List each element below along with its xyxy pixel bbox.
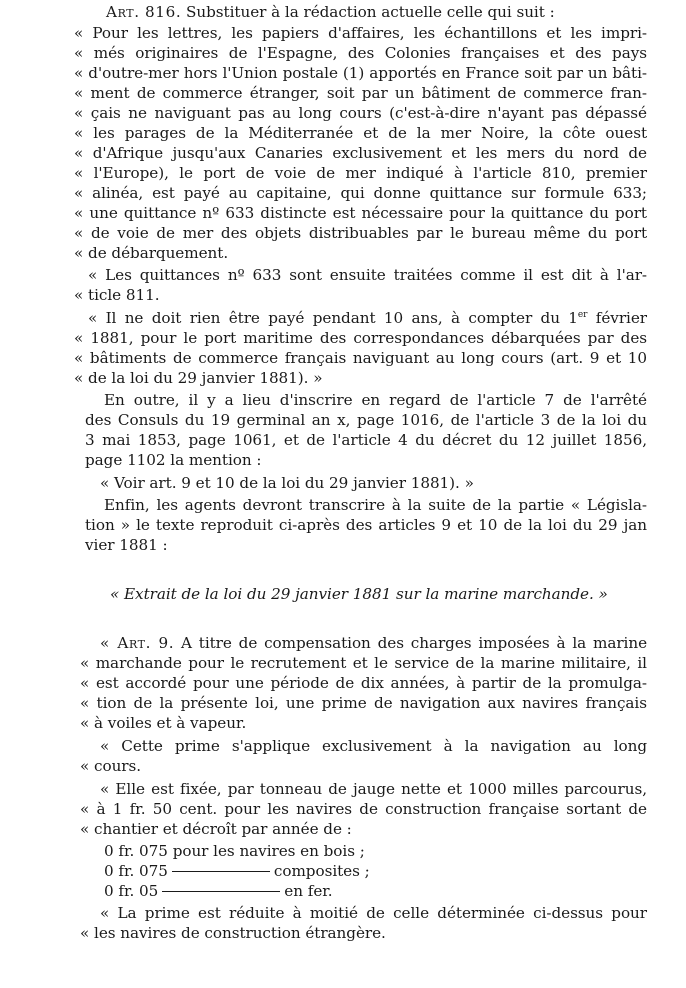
text-line: « Pour les lettres, les papiers d'affaires, les échantillons et les impri-: [74, 24, 647, 42]
text-line: 3 mai 1853, page 1061, et de l'article 4 du décret du 12 juillet 1856,: [85, 431, 647, 449]
text-line: « chantier et décroît par année de :: [80, 820, 352, 838]
text-line: vier 1881 :: [85, 536, 168, 554]
rate-label: en fer.: [284, 882, 333, 900]
rate-row: [104, 882, 686, 902]
text-line: « 1881, pour le port maritime des correspondances débarquées par des: [74, 329, 647, 347]
text-line: « Voir art. 9 et 10 de la loi du 29 janvier 1881). »: [100, 474, 474, 492]
article-9-heading: « Art. 9.: [100, 634, 175, 652]
text-line: « Il ne doit rien être payé pendant 10 ans, à compter du 1er février: [88, 309, 647, 327]
text-line: « La prime est réduite à moitié de celle déterminée ci-dessus pour: [100, 904, 647, 922]
text-line: « une quittance nº 633 distincte est nécessaire pour la quittance du port: [74, 204, 647, 222]
text-line: « est accordé pour une période de dix années, à partir de la promulga-: [80, 674, 647, 692]
text-line: « Cette prime s'applique exclusivement à la navigation au long: [100, 737, 647, 755]
text-line: « de la loi du 29 janvier 1881). »: [74, 369, 323, 387]
text-line: En outre, il y a lieu d'inscrire en regard de l'article 7 de l'arrêté: [104, 391, 647, 409]
text-line: « d'outre-mer hors l'Union postale (1) apportés en France soit par un bâti-: [74, 64, 647, 82]
text-line: « à 1 fr. 50 cent. pour les navires de construction française sortant de: [80, 800, 647, 818]
article-816-intro: Substituer à la rédaction actuelle celle qui suit :: [186, 3, 555, 21]
text-line: « l'Europe), le port de voie de mer indiqué à l'article 810, premier: [74, 164, 647, 182]
text-line: « Les quittances nº 633 sont ensuite traitées comme il est dit à l'ar-: [88, 266, 647, 284]
text-line: « de voie de mer des objets distribuables par le bureau même du port: [74, 224, 647, 242]
rate-amount: 0 fr. 075: [104, 842, 168, 860]
text-line: « Elle est fixée, par tonneau de jauge nette et 1000 milles parcourus,: [100, 780, 647, 798]
text-line: « alinéa, est payé au capitaine, qui donne quittance sur formule 633;: [74, 184, 647, 202]
text-line: « marchande pour le recrutement et le service de la marine militaire, il: [80, 654, 647, 672]
rate-label: composites ;: [273, 862, 370, 880]
ditto-rule: [162, 891, 280, 892]
text-line: « bâtiments de commerce français naviguant au long cours (art. 9 et 10: [74, 349, 647, 367]
text-line: « més originaires de l'Espagne, des Colonies françaises et des pays: [74, 44, 647, 62]
rate-row: [104, 842, 686, 862]
extract-title: « Extrait de la loi du 29 janvier 1881 sur la marine marchande. »: [110, 585, 608, 603]
ditto-rule: [172, 871, 270, 872]
text-line: « les parages de la Méditerranée et de la mer Noire, la côte ouest: [74, 124, 647, 142]
text-line: « tion de la présente loi, une prime de navigation aux navires français: [80, 694, 647, 712]
text-line: « ticle 811.: [74, 286, 160, 304]
text-line: « çais ne naviguant pas au long cours (c'est-à-dire n'ayant pas dépassé: [74, 104, 647, 122]
text-line: « cours.: [80, 757, 142, 775]
text-line: « d'Afrique jusqu'aux Canaries exclusivement et les mers du nord de: [74, 144, 647, 162]
text-line: tion » le texte reproduit ci-après des articles 9 et 10 de la loi du 29 jan: [85, 516, 647, 534]
text-line: « à voiles et à vapeur.: [80, 714, 247, 732]
text-line: « ment de commerce étranger, soit par un bâtiment de commerce fran-: [74, 84, 647, 102]
rate-amount: 0 fr. 05: [104, 882, 159, 900]
article-816-heading-line: [106, 3, 586, 23]
text-line: « les navires de construction étrangère.: [80, 924, 386, 942]
text-line: « de débarquement.: [74, 244, 229, 262]
rate-amount: 0 fr. 075: [104, 862, 168, 880]
rate-row: [104, 862, 686, 882]
article-816-heading: Art. 816.: [106, 3, 182, 21]
text-line: des Consuls du 19 germinal an x, page 1016, de l'article 3 de la loi du: [85, 411, 647, 429]
article-9-first-line: « Art. 9. A titre de compensation des charges imposées à la marine: [100, 634, 648, 652]
rate-label: pour les navires en bois ;: [172, 842, 365, 860]
text-line: page 1102 la mention :: [85, 451, 262, 469]
text-line: Enfin, les agents devront transcrire à la suite de la partie « Législa-: [104, 496, 647, 514]
